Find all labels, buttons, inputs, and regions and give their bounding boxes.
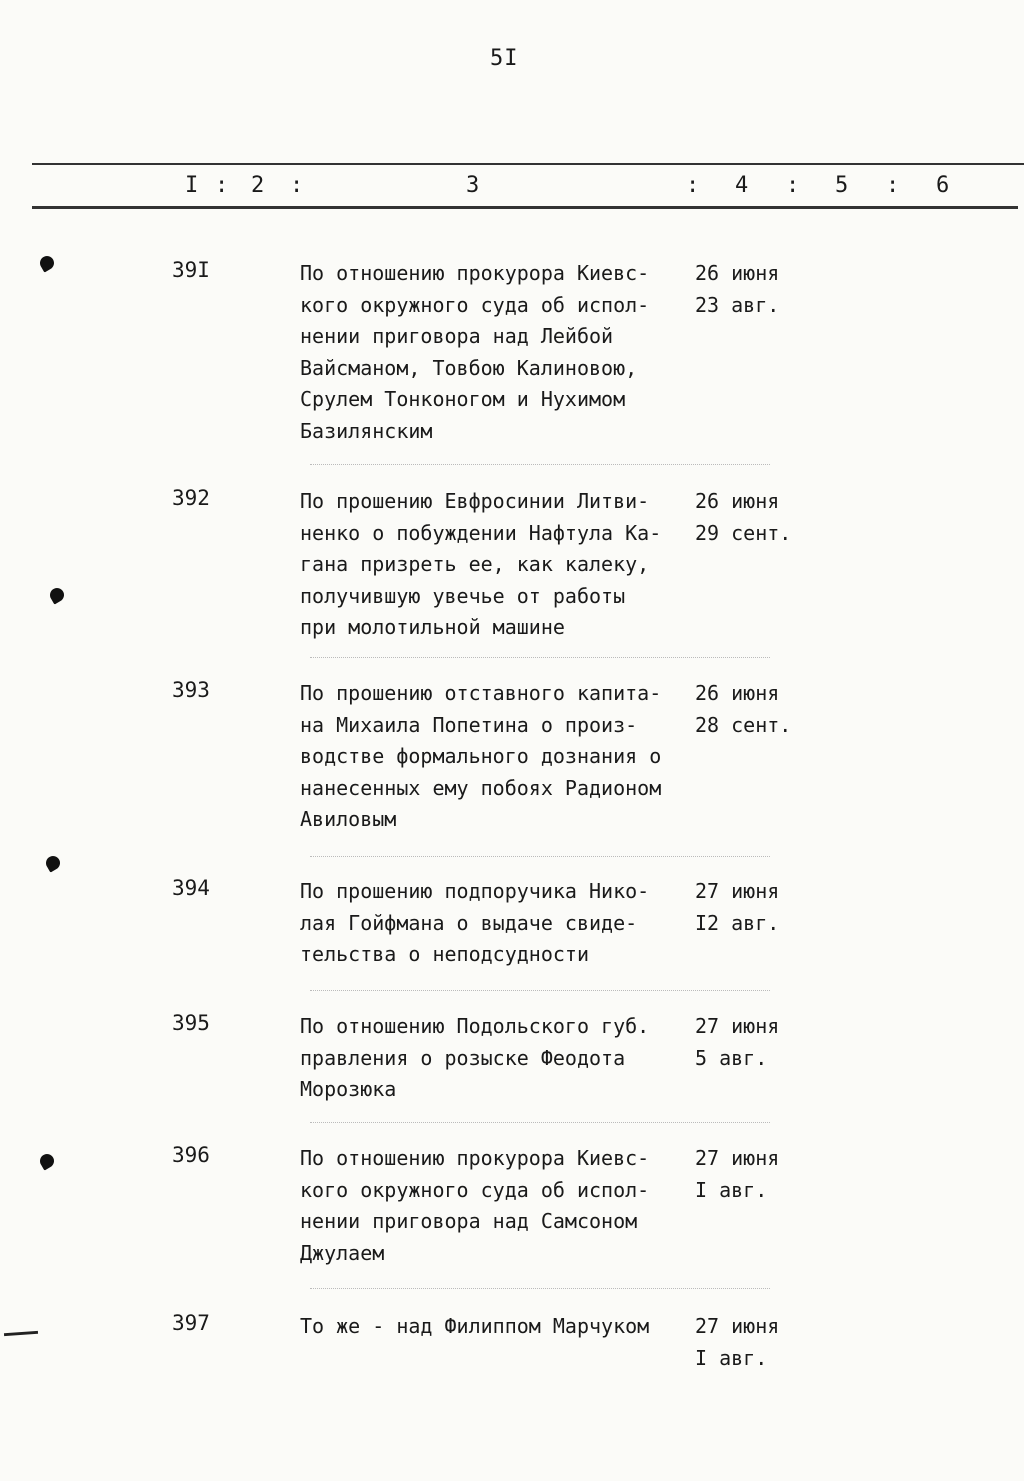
description-line: По прошению Евфросинии Литви-: [300, 489, 650, 513]
end-date: 5 авг.: [695, 1045, 768, 1070]
description-line: нанесенных ему побоях Радионом: [300, 775, 662, 800]
page-number: 5I: [490, 46, 519, 71]
description-line: гана призреть ее, как калеку,: [300, 552, 650, 576]
column-header-1: I: [185, 173, 199, 198]
description-line: нении приговора над Самсоном: [300, 1209, 638, 1233]
column-header-3: 3: [466, 173, 480, 198]
entry-number: 393: [172, 678, 210, 702]
punch-hole-mark: [37, 1151, 56, 1170]
column-header-5: 5: [835, 173, 849, 198]
description-line: при молотильной машине: [300, 615, 565, 639]
description-line: на Михаила Попетина о произ-: [300, 712, 638, 737]
entry-description: [300, 876, 695, 971]
entry-number: 395: [172, 1011, 210, 1035]
table-top-rule: [32, 163, 1024, 165]
start-date: 27 июня: [695, 1014, 780, 1038]
start-date: 27 июня: [695, 1146, 780, 1170]
punch-hole-mark: [37, 253, 56, 272]
punch-hole-mark: [47, 585, 66, 604]
end-date: I2 авг.: [695, 910, 780, 935]
column-header-6: 6: [936, 173, 950, 198]
description-line: По отношению прокурора Киевс-: [300, 261, 650, 285]
entry-description: [300, 1011, 695, 1106]
entry-dates: [695, 876, 779, 939]
table-header-rule: [32, 206, 1018, 209]
column-separator: :: [786, 173, 800, 198]
description-line: кого окружного суда об испол-: [300, 1177, 650, 1202]
description-line: Срулем Тонконогом и Нухимом: [300, 387, 626, 411]
column-separator: :: [215, 173, 229, 198]
margin-stroke-mark: [4, 1331, 38, 1336]
description-line: Вайсманом, Товбою Калиновою,: [300, 355, 638, 380]
entry-number: 397: [172, 1311, 210, 1335]
column-header-2: 2: [251, 173, 265, 198]
entry-dates: [695, 486, 791, 549]
end-date: 29 сент.: [695, 520, 792, 545]
entry-dates: [695, 258, 779, 321]
description-line: кого окружного суда об испол-: [300, 292, 650, 317]
entry-description: [300, 258, 695, 447]
description-line: получившую увечье от работы: [300, 583, 626, 608]
description-line: То же - над Филиппом Марчуком: [300, 1314, 650, 1338]
end-date: I авг.: [695, 1177, 768, 1202]
entry-number: 396: [172, 1143, 210, 1167]
description-line: По отношению Подольского губ.: [300, 1014, 650, 1038]
row-separator: [310, 464, 770, 465]
row-separator: [310, 856, 770, 857]
description-line: По прошению подпоручика Нико-: [300, 879, 650, 903]
entry-number: 392: [172, 486, 210, 510]
start-date: 27 июня: [695, 1314, 780, 1338]
entry-dates: [695, 678, 791, 741]
entry-description: [300, 486, 695, 644]
end-date: 23 авг.: [695, 292, 780, 317]
description-line: Базилянским: [300, 418, 433, 443]
column-separator: :: [290, 173, 304, 198]
start-date: 26 июня: [695, 261, 780, 285]
entry-number: 39I: [172, 258, 210, 282]
row-separator: [310, 657, 770, 658]
entry-dates: [695, 1143, 779, 1206]
description-line: Джулаем: [300, 1240, 385, 1265]
description-line: По отношению прокурора Киевс-: [300, 1146, 650, 1170]
entry-description: [300, 1311, 695, 1343]
description-line: По прошению отставного капита-: [300, 681, 662, 705]
column-separator: :: [686, 173, 700, 198]
start-date: 26 июня: [695, 489, 780, 513]
row-separator: [310, 1288, 770, 1289]
description-line: ненко о побуждении Нафтула Ка-: [300, 520, 662, 545]
description-line: Авиловым: [300, 807, 397, 831]
end-date: 28 сент.: [695, 712, 792, 737]
row-separator: [310, 990, 770, 991]
column-header-4: 4: [735, 173, 749, 198]
entry-number: 394: [172, 876, 210, 900]
column-separator: :: [886, 173, 900, 198]
description-line: тельства о неподсудности: [300, 942, 589, 966]
punch-hole-mark: [43, 853, 62, 872]
end-date: I авг.: [695, 1345, 768, 1370]
start-date: 27 июня: [695, 879, 780, 903]
description-line: нении приговора над Лейбой: [300, 324, 614, 348]
description-line: Морозюка: [300, 1077, 397, 1101]
entry-description: [300, 1143, 695, 1269]
description-line: лая Гойфмана о выдаче свиде-: [300, 910, 638, 935]
entry-dates: [695, 1011, 779, 1074]
start-date: 26 июня: [695, 681, 780, 705]
row-separator: [310, 1122, 770, 1123]
entry-description: [300, 678, 695, 836]
description-line: правления о розыске Феодота: [300, 1045, 626, 1070]
description-line: водстве формального дознания о: [300, 744, 662, 768]
entry-dates: [695, 1311, 779, 1374]
